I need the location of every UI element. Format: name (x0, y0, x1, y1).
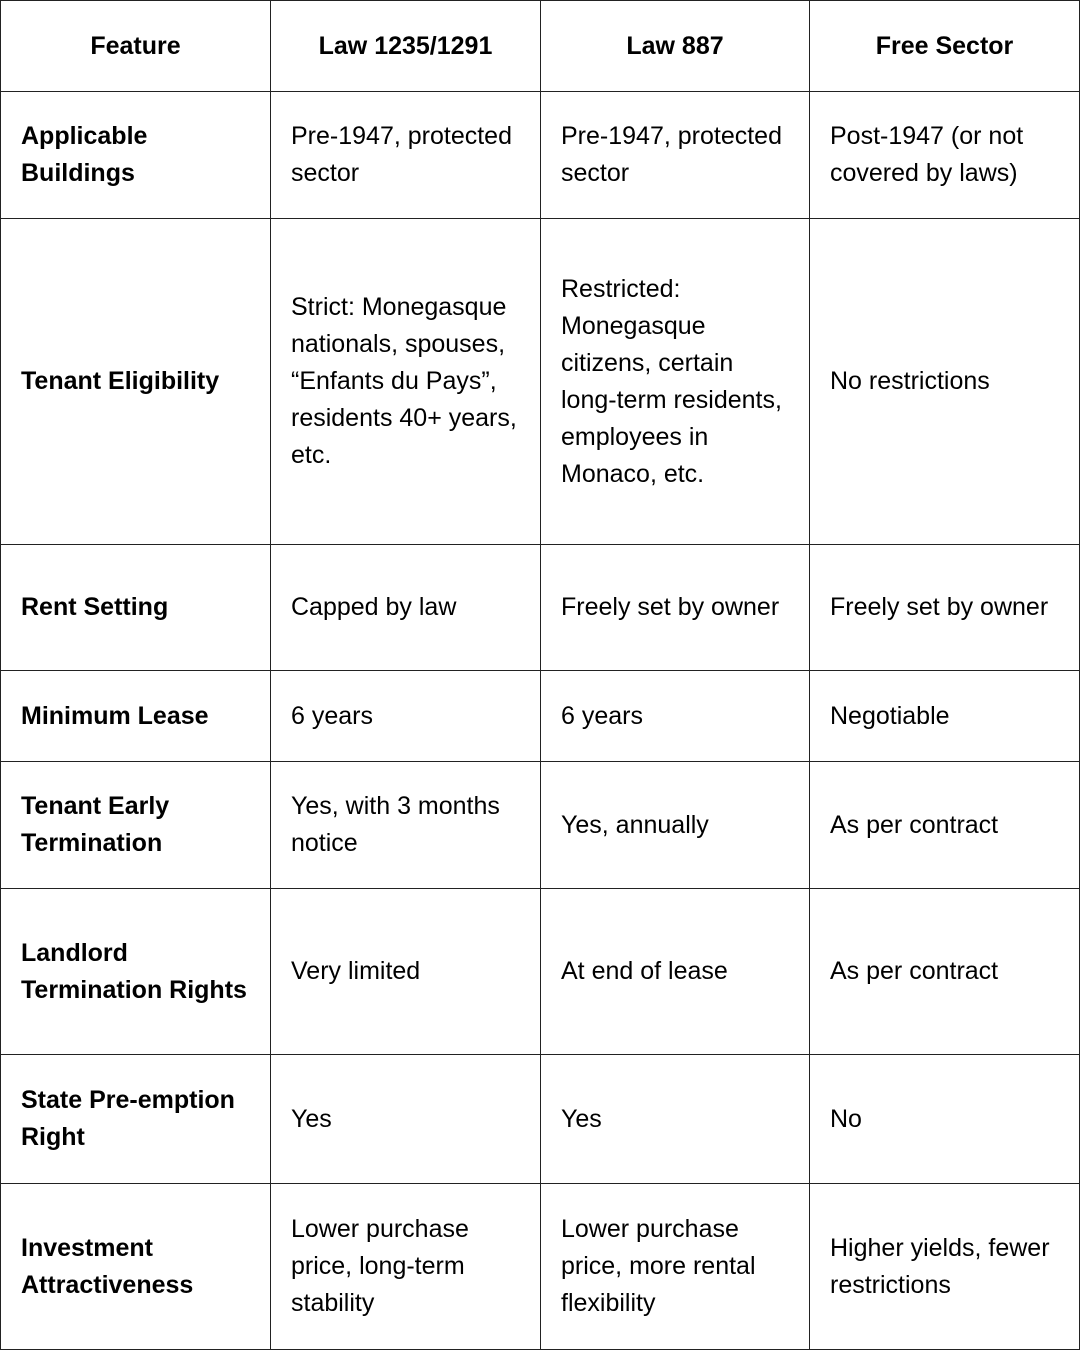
table-row (1, 545, 1080, 671)
table-row (1, 219, 1080, 545)
row-feature-cell: Investment Attractiveness (1, 1184, 271, 1350)
row-feature-cell: Tenant Eligibility (1, 219, 271, 545)
row-feature-cell: Applicable Buildings (1, 92, 271, 219)
law-1235-1291-cell: Strict: Monegasque nationals, spouses, “Enfants du Pays”, residents 40+ years, etc. (271, 219, 541, 545)
free-sector-cell: No (810, 1055, 1080, 1184)
row-feature-cell: State Pre-emption Right (1, 1055, 271, 1184)
law-1235-1291-cell: Capped by law (271, 545, 541, 671)
free-sector-cell: Negotiable (810, 671, 1080, 762)
law-887-cell: Restricted: Monegasque citizens, certain long-term residents, employees in Monaco, etc. (541, 219, 810, 545)
header-feature: Feature (1, 1, 271, 92)
free-sector-cell: As per contract (810, 889, 1080, 1055)
law-1235-1291-cell: Pre-1947, protected sector (271, 92, 541, 219)
table-row (1, 889, 1080, 1055)
law-887-cell: Yes (541, 1055, 810, 1184)
law-887-cell: Freely set by owner (541, 545, 810, 671)
free-sector-cell: Post-1947 (or not covered by laws) (810, 92, 1080, 219)
law-1235-1291-cell: 6 years (271, 671, 541, 762)
law-887-cell: At end of lease (541, 889, 810, 1055)
header-law-1235-1291: Law 1235/1291 (271, 1, 541, 92)
header-law-887: Law 887 (541, 1, 810, 92)
law-1235-1291-cell: Very limited (271, 889, 541, 1055)
table-row (1, 1055, 1080, 1184)
row-feature-cell: Rent Setting (1, 545, 271, 671)
row-feature-cell: Landlord Termination Rights (1, 889, 271, 1055)
law-1235-1291-cell: Yes, with 3 months notice (271, 762, 541, 889)
table-row (1, 671, 1080, 762)
law-887-cell: 6 years (541, 671, 810, 762)
law-1235-1291-cell: Lower purchase price, long-term stability (271, 1184, 541, 1350)
table-row (1, 762, 1080, 889)
row-feature-cell: Tenant Early Termination (1, 762, 271, 889)
free-sector-cell: As per contract (810, 762, 1080, 889)
free-sector-cell: Higher yields, fewer restrictions (810, 1184, 1080, 1350)
row-feature-cell: Minimum Lease (1, 671, 271, 762)
table-row (1, 1184, 1080, 1350)
table-row (1, 92, 1080, 219)
free-sector-cell: Freely set by owner (810, 545, 1080, 671)
law-887-cell: Pre-1947, protected sector (541, 92, 810, 219)
free-sector-cell: No restrictions (810, 219, 1080, 545)
law-887-cell: Yes, annually (541, 762, 810, 889)
law-1235-1291-cell: Yes (271, 1055, 541, 1184)
header-free-sector: Free Sector (810, 1, 1080, 92)
law-887-cell: Lower purchase price, more rental flexibility (541, 1184, 810, 1350)
table-header-row (1, 1, 1080, 92)
